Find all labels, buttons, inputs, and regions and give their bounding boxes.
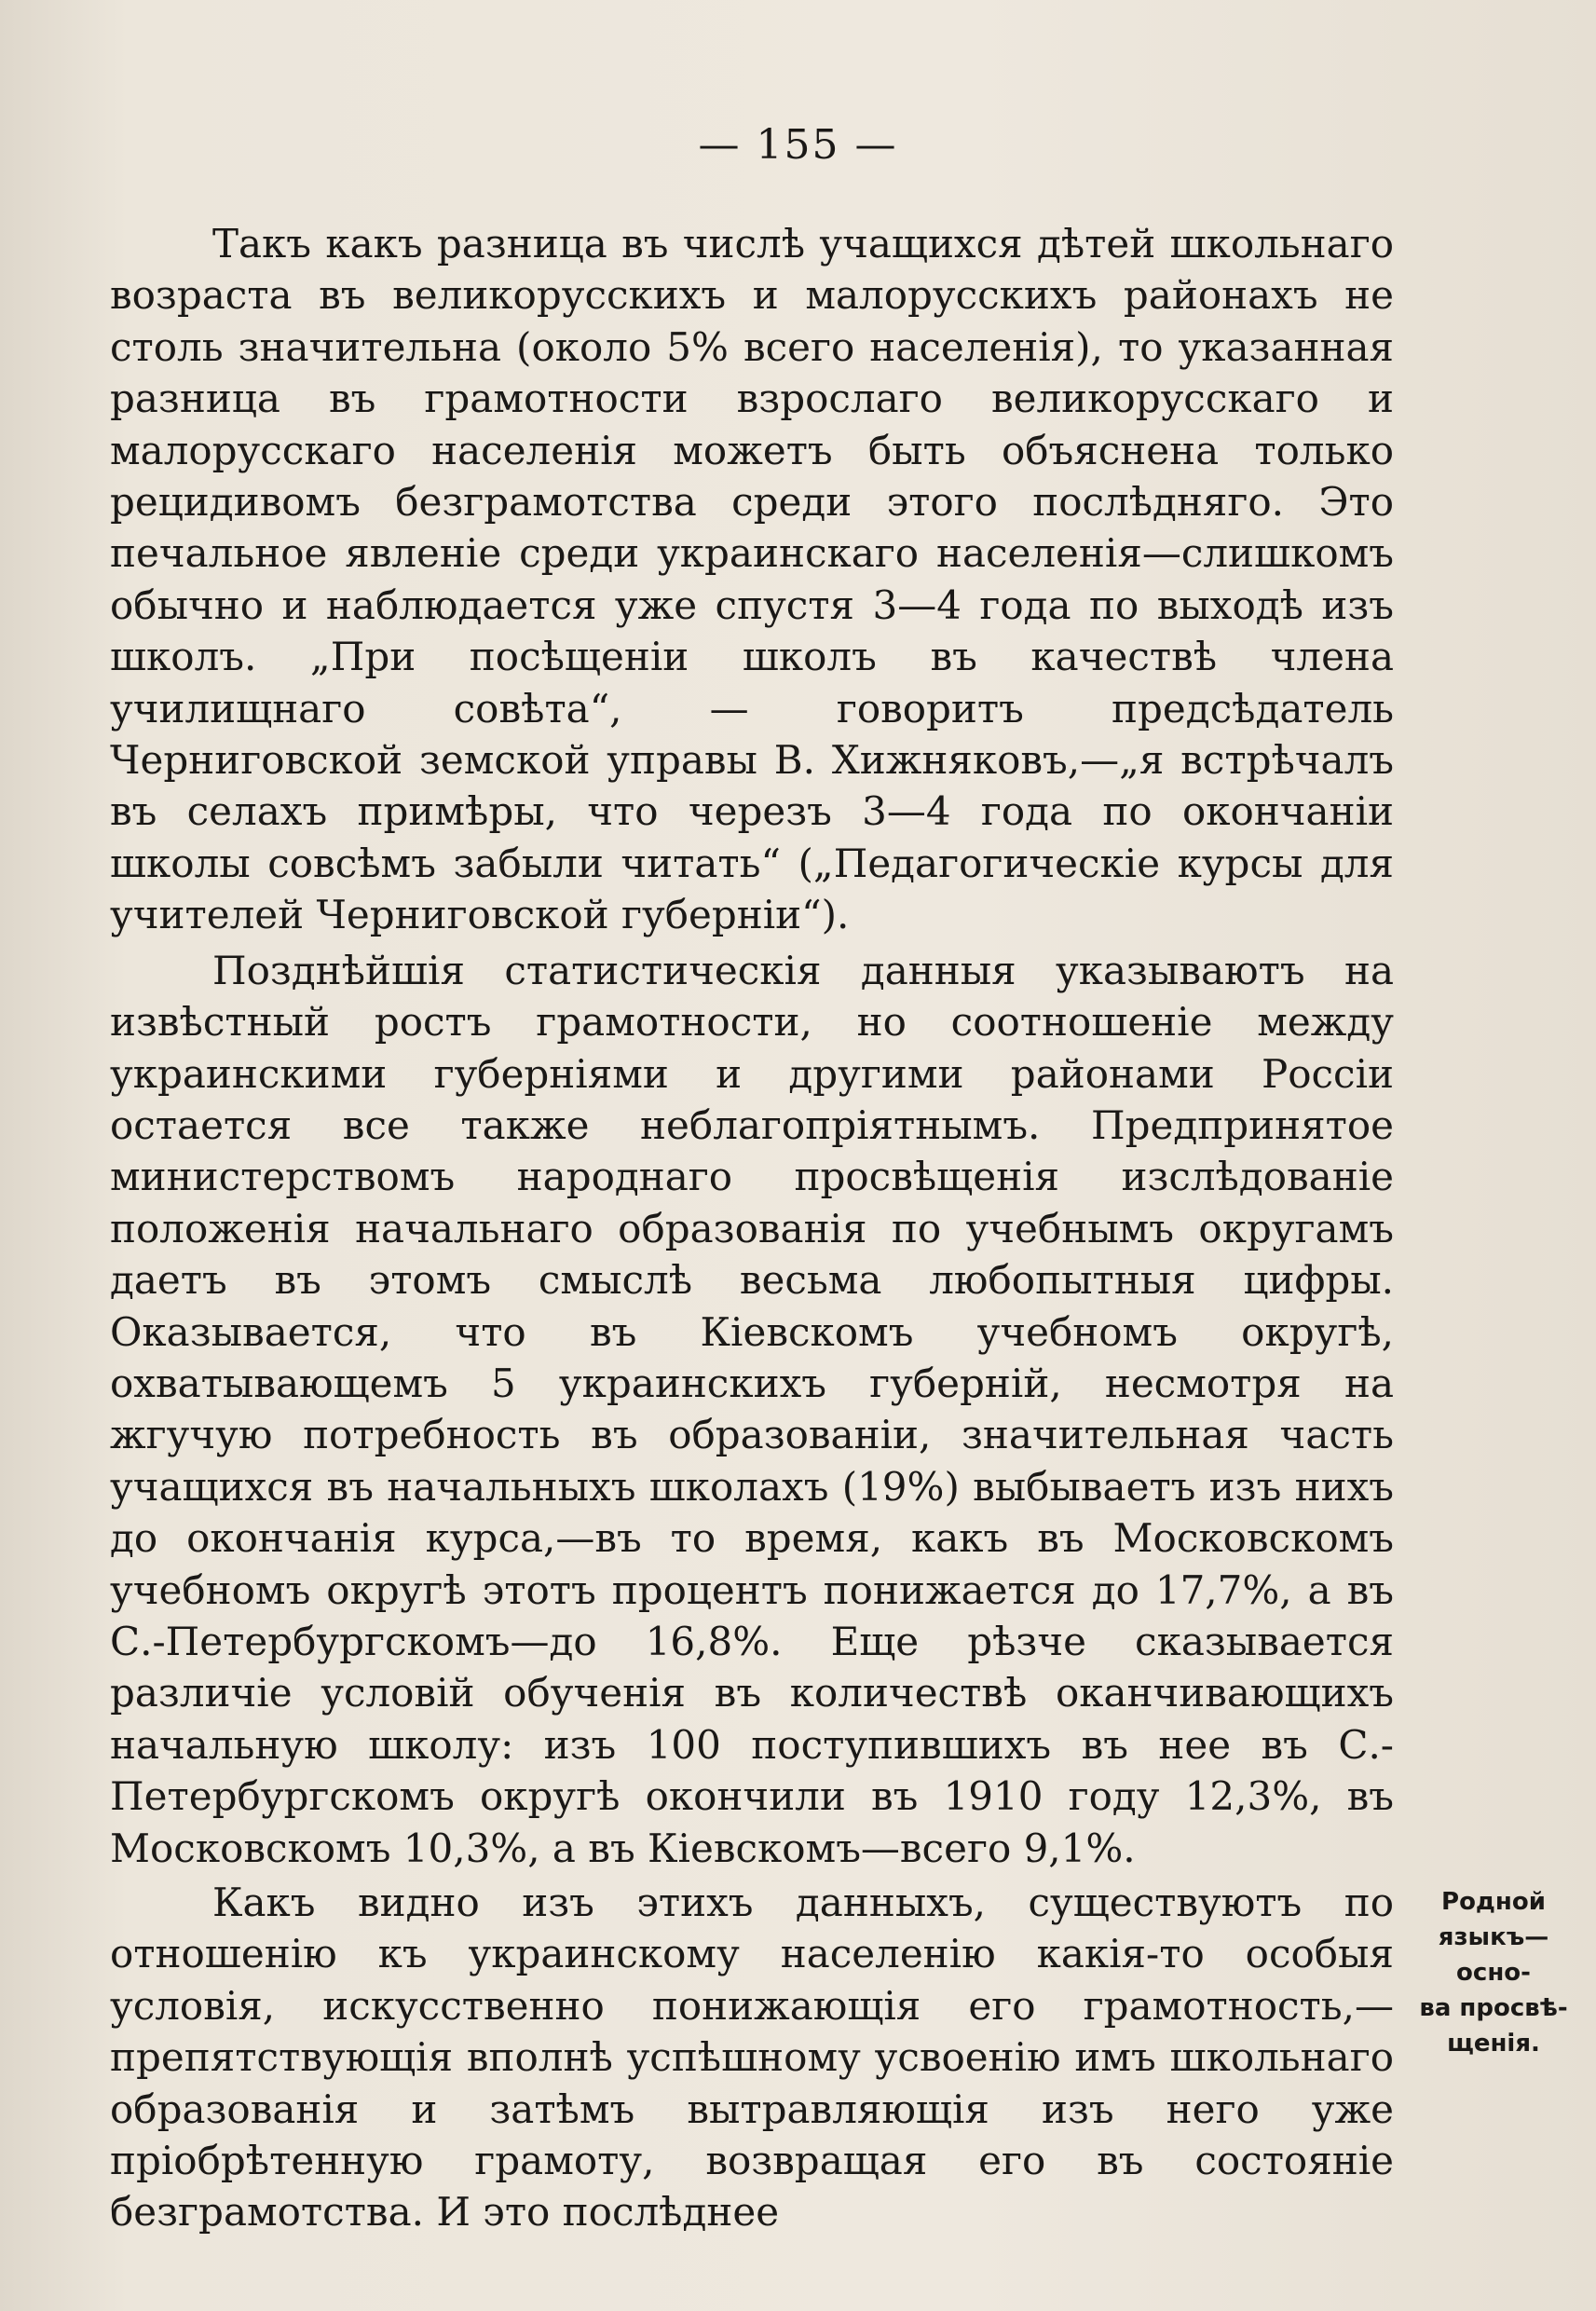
main-text-top — [110, 218, 1394, 1874]
main-text-bottom — [110, 1877, 1394, 2238]
page-number: — 155 — — [698, 121, 898, 169]
margin-note: Родной языкъ—осно- ва просвѣ- щенія. — [1419, 1888, 1568, 2058]
paragraph-3: Какъ видно изъ этихъ данныхъ, существуютъ по отношенію къ украинскому населенію какія-то особыя условія, искусственно понижающія его грамотность,—препятствующія вполнѣ успѣшному усвоенію имъ школьнаго образованія и затѣмъ вытравляющія изъ него уже пріобрѣтенную грамоту, возвращая его въ состояніе безграмотства. И это послѣднее — [110, 1880, 1394, 2236]
paragraph-2: Позднѣйшія статистическія данныя указываютъ на извѣстный ростъ грамотности, но соотношеніе между украинскими губерніями и другими районами Россіи остается все также неблагопріятнымъ. Предпринятое министерствомъ народнаго просвѣщенія изслѣдованіе положенія начальнаго образованія по учебнымъ округамъ даетъ въ этомъ смыслѣ весьма любопытныя цифры. Оказывается, что въ Кіевскомъ учебномъ округѣ, охватывающемъ 5 украинскихъ губерній, несмотря на жгучую потребность въ образованіи, значительная часть учащихся въ начальныхъ школахъ (19%) выбываетъ изъ нихъ до окончанія курса,—въ то время, какъ въ Московскомъ учебномъ округѣ этотъ процентъ понижается до 17,7%, а въ С.-Петербургскомъ—до 16,8%. Еще рѣзче сказывается различіе условій обученія въ количествѣ оканчивающихъ начальную школу: изъ 100 поступившихъ въ нее въ С.-Петербургскомъ округѣ окончили въ 1910 году 12,3%, въ Московскомъ 10,3%, а въ Кіевскомъ—всего 9,1%. — [110, 947, 1394, 1871]
paragraph-1: Такъ какъ разница въ числѣ учащихся дѣтей школьнаго возраста въ великорусскихъ и малорусскихъ районахъ не столь значительна (около 5% всего населенія), то указанная разница въ грамотности взрослаго великорусскаго и малорусскаго населенія можетъ быть объяснена только рецидивомъ безграмотства среди этого послѣдняго. Это печальное явленіе среди украинскаго населенія—слишкомъ обычно и наблюдается уже спустя 3—4 года по выходѣ изъ школъ. „При посѣщеніи школъ въ качествѣ члена училищнаго совѣта“, — говоритъ предсѣдатель Черниговской земской управы В. Хижняковъ,—„я встрѣчалъ въ селахъ примѣры, что черезъ 3—4 года по окончаніи школы совсѣмъ забыли читать“ („Педагогическіе курсы для учителей Черниговской губерніи“). — [110, 221, 1394, 938]
